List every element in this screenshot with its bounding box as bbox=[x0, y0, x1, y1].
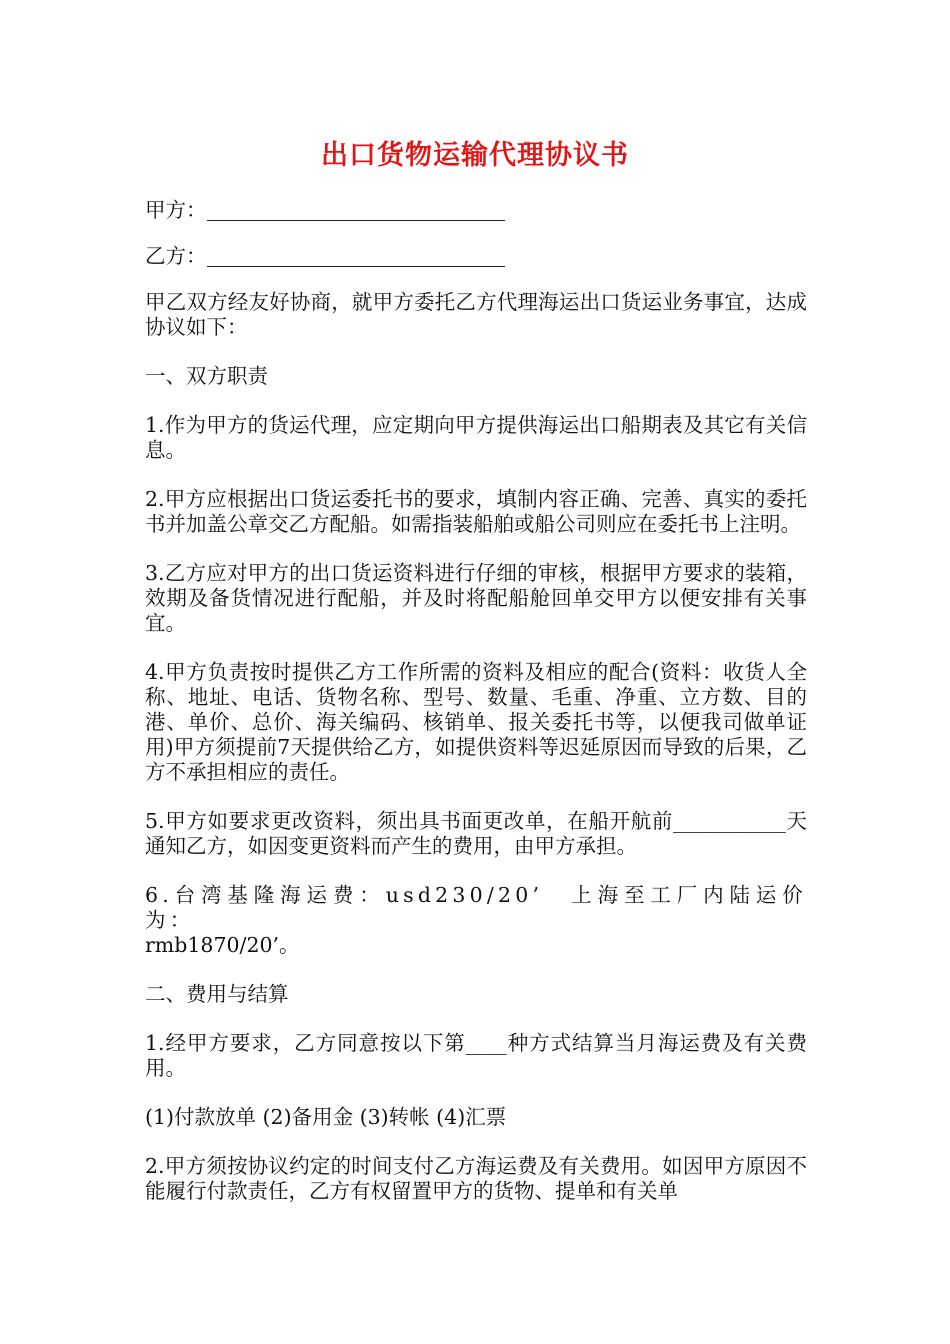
clause-1-3: 3.乙方应对甲方的出口货运资料进行仔细的审核，根据甲方要求的装箱，效期及备货情况进行配船，并及时将配船舱回单交甲方以便安排有关事宜。 bbox=[145, 561, 807, 635]
section-2-heading: 二、费用与结算 bbox=[145, 982, 289, 1006]
clause-1-6-line-1: 6.台湾基隆海运费：usd230/20’ 上海至工厂内陆运价为： bbox=[145, 883, 807, 932]
clause-1-2: 2.甲方应根据出口货运委托书的要求，填制内容正确、完善、真实的委托书并加盖公章交乙方配船。如需指装船舶或船公司则应在委托书上注明。 bbox=[145, 487, 807, 536]
clause-1-6-line-2: rmb1870/20’。 bbox=[145, 933, 300, 957]
payment-options: (1)付款放单 (2)备用金 (3)转帐 (4)汇票 bbox=[145, 1105, 507, 1129]
clause-1-4: 4.甲方负责按时提供乙方工作所需的资料及相应的配合(资料：收货人全称、地址、电话、货物名称、型号、数量、毛重、净重、立方数、目的港、单价、总价、海关编码、核销单、报关委托书等，以便我司做单证用)甲方须提前7天提供给乙方，如提供资料等迟延原因而导致的后果，乙方不承担相应的责任。 bbox=[145, 660, 807, 784]
party-b-line bbox=[145, 244, 807, 269]
party-a-blank bbox=[207, 200, 505, 221]
party-a-line bbox=[145, 198, 807, 223]
clause-1-6 bbox=[145, 883, 807, 958]
party-a-label: 甲方： bbox=[145, 198, 207, 222]
clause-1-1: 1.作为甲方的货运代理，应定期向甲方提供海运出口船期表及其它有关信息。 bbox=[145, 413, 807, 462]
party-b-blank bbox=[207, 246, 505, 267]
document-title: 出口货物运输代理协议书 bbox=[321, 140, 629, 171]
party-b-label: 乙方： bbox=[145, 244, 207, 268]
clause-2-2: 2.甲方须按协议约定的时间支付乙方海运费及有关费用。如因甲方原因不能履行付款责任，乙方有权留置甲方的货物、提单和有关单 bbox=[145, 1154, 807, 1203]
document-body bbox=[145, 198, 807, 1228]
clause-2-1: 1.经甲方要求，乙方同意按以下第____种方式结算当月海运费及有关费用。 bbox=[145, 1031, 807, 1080]
section-1-heading: 一、双方职责 bbox=[145, 364, 268, 388]
clause-1-5: 5.甲方如要求更改资料，须出具书面更改单，在船开航前___________天通知乙方，如因变更资料而产生的费用，由甲方承担。 bbox=[145, 809, 807, 858]
intro-paragraph: 甲乙双方经友好协商，就甲方委托乙方代理海运出口货运业务事宜，达成协议如下： bbox=[145, 290, 807, 339]
